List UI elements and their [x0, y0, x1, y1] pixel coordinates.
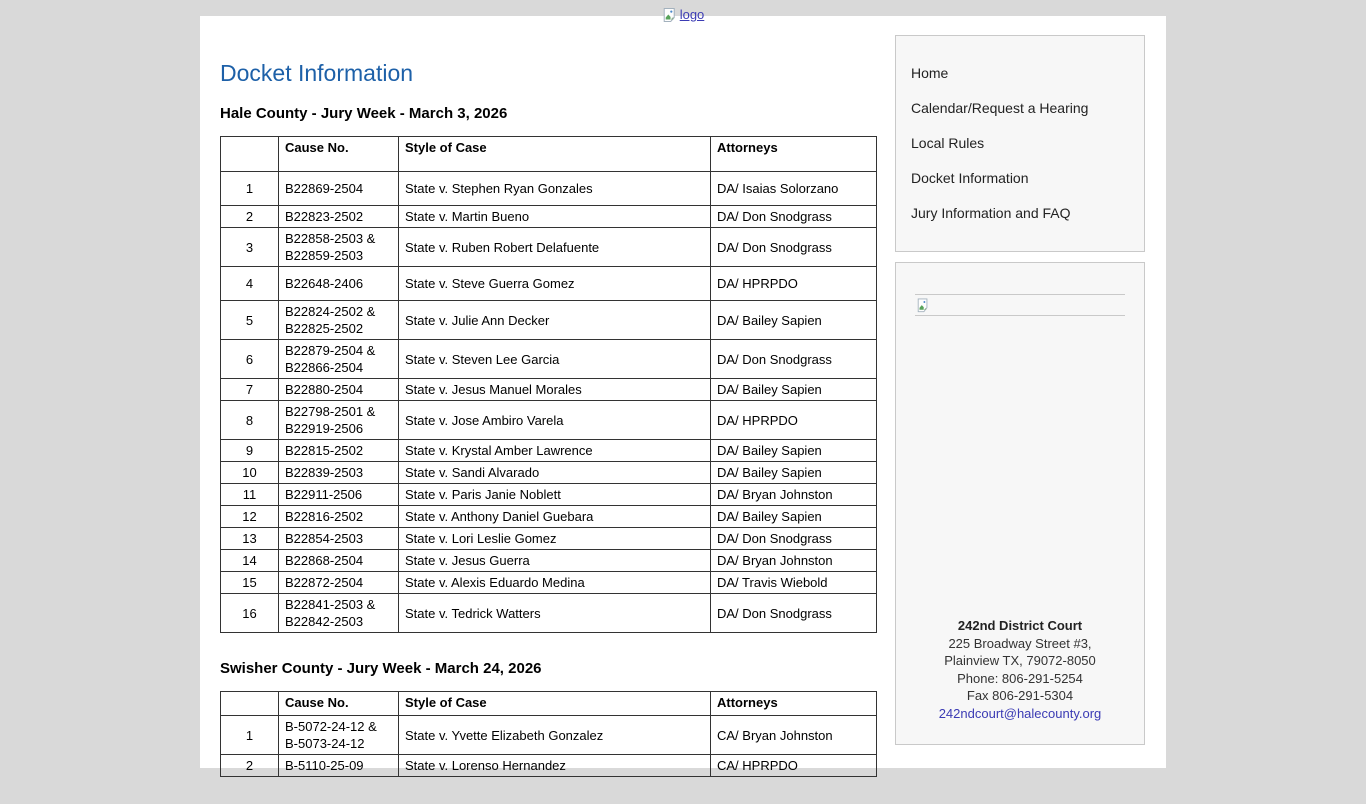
- cell-number: 2: [221, 755, 279, 777]
- cell-number: 4: [221, 267, 279, 301]
- cell-style: State v. Martin Bueno: [399, 206, 711, 228]
- cell-style: State v. Anthony Daniel Guebara: [399, 506, 711, 528]
- cell-attorneys: DA/ Bryan Johnston: [711, 484, 877, 506]
- cell-cause: B22879-2504 & B22866-2504: [279, 340, 399, 379]
- cell-cause: B22869-2504: [279, 172, 399, 206]
- table-row: [221, 462, 877, 484]
- table-row: [221, 379, 877, 401]
- cell-style: State v. Sandi Alvarado: [399, 462, 711, 484]
- contact-card: [895, 262, 1145, 745]
- cell-number: 10: [221, 462, 279, 484]
- table-row: [221, 506, 877, 528]
- cell-style: State v. Stephen Ryan Gonzales: [399, 172, 711, 206]
- cell-attorneys: DA/ Bryan Johnston: [711, 550, 877, 572]
- table-header-cell: Style of Case: [399, 137, 711, 172]
- table-header-cell: Style of Case: [399, 692, 711, 716]
- cell-cause: B22854-2503: [279, 528, 399, 550]
- docket-sections: [220, 105, 880, 777]
- cell-cause: B22815-2502: [279, 440, 399, 462]
- section-heading: Hale County - Jury Week - March 3, 2026: [220, 105, 508, 122]
- cell-style: State v. Steve Guerra Gomez: [399, 267, 711, 301]
- cell-attorneys: DA/ HPRPDO: [711, 267, 877, 301]
- cell-attorneys: DA/ Don Snodgrass: [711, 594, 877, 633]
- cell-cause: B22823-2502: [279, 206, 399, 228]
- cell-attorneys: DA/ Bailey Sapien: [711, 462, 877, 484]
- cell-attorneys: DA/ HPRPDO: [711, 401, 877, 440]
- cell-number: 7: [221, 379, 279, 401]
- table-header-row: [221, 137, 877, 172]
- cell-number: 2: [221, 206, 279, 228]
- contact-image-placeholder: [915, 294, 1125, 316]
- cell-cause: B22841-2503 & B22842-2503: [279, 594, 399, 633]
- cell-style: State v. Krystal Amber Lawrence: [399, 440, 711, 462]
- cell-style: State v. Lori Leslie Gomez: [399, 528, 711, 550]
- cell-number: 13: [221, 528, 279, 550]
- sidebar-nav: [895, 35, 1145, 252]
- table-row: [221, 228, 877, 267]
- table-row: [221, 301, 877, 340]
- page-title: Docket Information: [220, 60, 414, 86]
- main-column: [220, 16, 880, 804]
- cell-attorneys: DA/ Bailey Sapien: [711, 301, 877, 340]
- cell-style: State v. Julie Ann Decker: [399, 301, 711, 340]
- docket-table: [220, 136, 877, 633]
- sidebar-item-jury-information[interactable]: Jury Information and FAQ: [911, 205, 1071, 221]
- cell-cause: B22868-2504: [279, 550, 399, 572]
- table-row: [221, 755, 877, 777]
- cell-attorneys: DA/ Travis Wiebold: [711, 572, 877, 594]
- cell-attorneys: CA/ Bryan Johnston: [711, 716, 877, 755]
- cell-cause: B22798-2501 & B22919-2506: [279, 401, 399, 440]
- docket-section: [220, 105, 880, 633]
- cell-number: 11: [221, 484, 279, 506]
- cell-cause: B22839-2503: [279, 462, 399, 484]
- cell-number: 14: [221, 550, 279, 572]
- cell-number: 6: [221, 340, 279, 379]
- cell-attorneys: CA/ HPRPDO: [711, 755, 877, 777]
- cell-cause: B22858-2503 & B22859-2503: [279, 228, 399, 267]
- cell-attorneys: DA/ Bailey Sapien: [711, 506, 877, 528]
- cell-attorneys: DA/ Don Snodgrass: [711, 228, 877, 267]
- cell-attorneys: DA/ Don Snodgrass: [711, 340, 877, 379]
- cell-number: 5: [221, 301, 279, 340]
- table-header-row: [221, 692, 877, 716]
- cell-attorneys: DA/ Don Snodgrass: [711, 206, 877, 228]
- cell-style: State v. Paris Janie Noblett: [399, 484, 711, 506]
- cell-style: State v. Yvette Elizabeth Gonzalez: [399, 716, 711, 755]
- cell-cause: B22648-2406: [279, 267, 399, 301]
- cell-number: 12: [221, 506, 279, 528]
- table-header-cell: Cause No.: [279, 692, 399, 716]
- cell-cause: B22911-2506: [279, 484, 399, 506]
- cell-cause: B22872-2504: [279, 572, 399, 594]
- cell-number: 1: [221, 172, 279, 206]
- cell-style: State v. Tedrick Watters: [399, 594, 711, 633]
- table-row: [221, 572, 877, 594]
- cell-style: State v. Ruben Robert Delafuente: [399, 228, 711, 267]
- cell-cause: B22816-2502: [279, 506, 399, 528]
- table-row: [221, 172, 877, 206]
- table-row: [221, 206, 877, 228]
- cell-number: 3: [221, 228, 279, 267]
- table-row: [221, 484, 877, 506]
- cell-number: 16: [221, 594, 279, 633]
- contact-info: [896, 617, 1144, 722]
- cell-attorneys: DA/ Don Snodgrass: [711, 528, 877, 550]
- sidebar-item-local-rules[interactable]: Local Rules: [911, 135, 985, 151]
- sidebar-item-docket-information[interactable]: Docket Information: [911, 170, 1029, 186]
- table-row: [221, 440, 877, 462]
- address-line-1: 225 Broadway Street #3,: [948, 635, 1092, 651]
- cell-attorneys: DA/ Bailey Sapien: [711, 440, 877, 462]
- cell-cause: B-5072-24-12 & B-5073-24-12: [279, 716, 399, 755]
- cell-number: 8: [221, 401, 279, 440]
- cell-number: 9: [221, 440, 279, 462]
- table-row: [221, 594, 877, 633]
- cell-cause: B-5110-25-09: [279, 755, 399, 777]
- table-header-cell: [221, 137, 279, 172]
- court-name: 242nd District Court: [957, 618, 1083, 633]
- cell-style: State v. Alexis Eduardo Medina: [399, 572, 711, 594]
- table-row: [221, 716, 877, 755]
- table-row: [221, 340, 877, 379]
- cell-number: 15: [221, 572, 279, 594]
- cell-style: State v. Lorenso Hernandez: [399, 755, 711, 777]
- cell-cause: B22880-2504: [279, 379, 399, 401]
- table-header-cell: [221, 692, 279, 716]
- logo-alt-text: logo: [679, 7, 705, 22]
- phone-number: Phone: 806-291-5254: [957, 670, 1083, 686]
- docket-section: [220, 660, 880, 777]
- cell-cause: B22824-2502 & B22825-2502: [279, 301, 399, 340]
- docket-table: [220, 691, 877, 777]
- cell-style: State v. Jose Ambiro Varela: [399, 401, 711, 440]
- table-row: [221, 528, 877, 550]
- cell-style: State v. Jesus Guerra: [399, 550, 711, 572]
- table-header-cell: Attorneys: [711, 137, 877, 172]
- fax-number: Fax 806-291-5304: [966, 688, 1074, 703]
- table-header-cell: Attorneys: [711, 692, 877, 716]
- email-link[interactable]: 242ndcourt@halecounty.org: [938, 705, 1102, 721]
- table-row: [221, 550, 877, 572]
- cell-attorneys: DA/ Isaias Solorzano: [711, 172, 877, 206]
- cell-number: 1: [221, 716, 279, 755]
- sidebar-item-home[interactable]: Home: [911, 65, 949, 81]
- cell-style: State v. Jesus Manuel Morales: [399, 379, 711, 401]
- section-heading: Swisher County - Jury Week - March 24, 2026: [220, 660, 542, 677]
- cell-style: State v. Steven Lee Garcia: [399, 340, 711, 379]
- broken-image-icon: [916, 297, 930, 319]
- table-header-cell: Cause No.: [279, 137, 399, 172]
- table-row: [221, 267, 877, 301]
- content-area: [200, 7, 1166, 773]
- address-line-2: Plainview TX, 79072-8050: [944, 653, 1096, 668]
- sidebar-item-calendar[interactable]: Calendar/Request a Hearing: [911, 100, 1089, 116]
- cell-attorneys: DA/ Bailey Sapien: [711, 379, 877, 401]
- table-row: [221, 401, 877, 440]
